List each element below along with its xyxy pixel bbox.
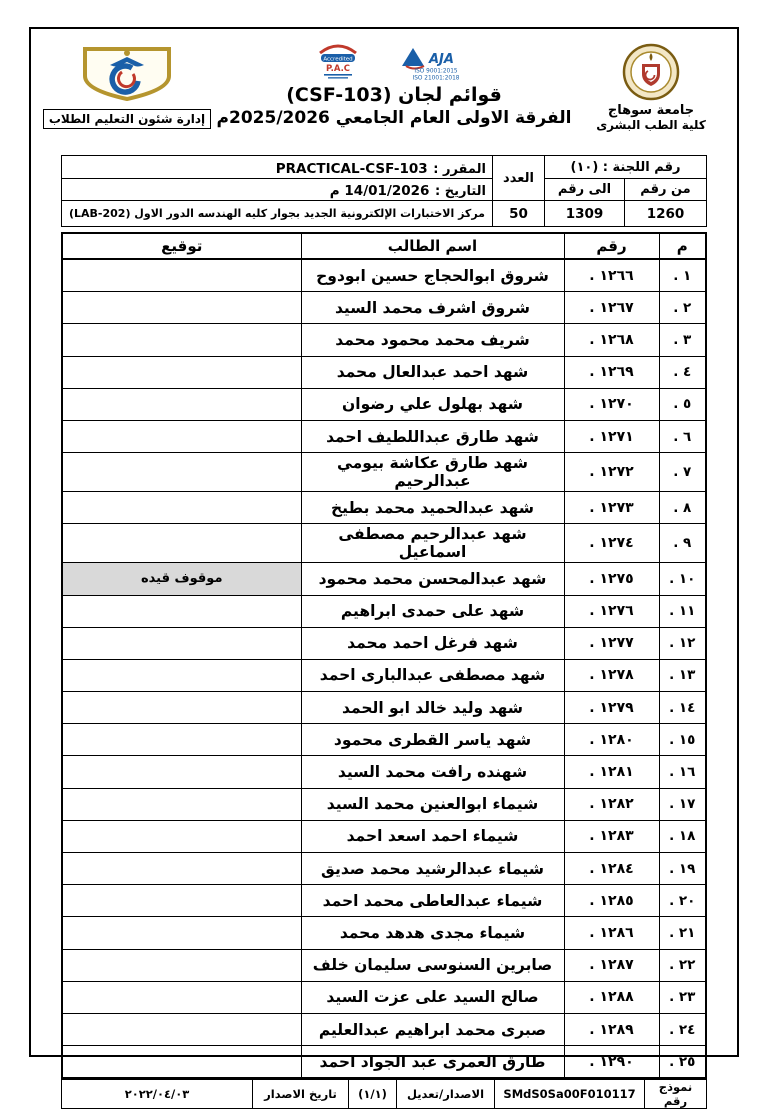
number-cell: ١٢٧٢ .: [564, 453, 659, 492]
course-value: PRACTICAL-CSF-103: [275, 160, 428, 177]
name-cell: شيماء عبدالرشيد محمد صديق: [301, 853, 564, 885]
signature-cell: [62, 1046, 301, 1079]
serial-cell: ٢٥ .: [659, 1046, 706, 1079]
serial-cell: ٩ .: [659, 524, 706, 563]
name-cell: شهد طارق عبداللطيف احمد: [301, 420, 564, 452]
students-header-row: [62, 233, 706, 259]
issue-date-value: ٢٠٢٢/٠٤/٠٣: [62, 1080, 253, 1109]
form-footer: [61, 1079, 707, 1109]
signature-cell: [62, 788, 301, 820]
serial-cell: ٢٢ .: [659, 949, 706, 981]
number-cell: ١٢٧٤ .: [564, 524, 659, 563]
signature-cell: [62, 420, 301, 452]
signature-cell: [62, 981, 301, 1013]
admin-caption: إدارة شئون التعليم الطلاب: [43, 109, 211, 129]
count-value: 50: [492, 201, 544, 227]
signature-cell: [62, 949, 301, 981]
form-number-code: SMdS0Sa00F010117: [495, 1080, 645, 1109]
number-cell: ١٢٦٨ .: [564, 324, 659, 356]
name-cell: شهد عبدالحميد محمد بطيخ: [301, 492, 564, 524]
table-row: [62, 788, 706, 820]
signature-cell: [62, 820, 301, 852]
signature-cell: [62, 324, 301, 356]
number-cell: ١٢٧٣ .: [564, 492, 659, 524]
serial-cell: ١٦ .: [659, 756, 706, 788]
table-row: [62, 356, 706, 388]
name-cell: شيماء مجدى هدهد محمد: [301, 917, 564, 949]
name-cell: شيماء ابوالعنين محمد السيد: [301, 788, 564, 820]
signature-cell: [62, 595, 301, 627]
number-cell: ١٢٧٨ .: [564, 659, 659, 691]
serial-cell: ٢١ .: [659, 917, 706, 949]
number-cell: ١٢٨١ .: [564, 756, 659, 788]
serial-cell: ٢ .: [659, 292, 706, 324]
name-cell: شروق اشرف محمد السيد: [301, 292, 564, 324]
signature-cell: [62, 356, 301, 388]
serial-cell: ٤ .: [659, 356, 706, 388]
serial-cell: ١ .: [659, 259, 706, 292]
serial-cell: ١٩ .: [659, 853, 706, 885]
signature-cell: [62, 453, 301, 492]
serial-cell: ١١ .: [659, 595, 706, 627]
faculty-name: كلية الطب البشرى: [596, 118, 706, 132]
name-header: اسم الطالب: [301, 233, 564, 259]
serial-cell: ١٥ .: [659, 724, 706, 756]
table-row: [62, 259, 706, 292]
issue-date-label: تاريخ الاصدار: [253, 1080, 349, 1109]
signature-cell: [62, 259, 301, 292]
serial-cell: ٢٠ .: [659, 885, 706, 917]
number-cell: ١٢٨٩ .: [564, 1013, 659, 1045]
course-cell: [62, 156, 493, 179]
table-row: [62, 724, 706, 756]
serial-cell: ١٨ .: [659, 820, 706, 852]
to-number-value: 1309: [544, 201, 624, 227]
university-name: جامعة سوهاج: [607, 103, 695, 118]
table-row: [62, 1013, 706, 1045]
serial-cell: ١٧ .: [659, 788, 706, 820]
accreditation-logos: [314, 41, 474, 81]
name-cell: شهد طارق عكاشة بيومي عبدالرحيم: [301, 453, 564, 492]
number-cell: ١٢٦٩ .: [564, 356, 659, 388]
table-row: [62, 949, 706, 981]
name-cell: صبرى محمد ابراهيم عبدالعليم: [301, 1013, 564, 1045]
exam-location: مركز الاختبارات الإلكترونية الجديد بجوار كليه الهندسه الدور الاول (LAB-202): [62, 201, 493, 227]
table-row: [62, 1046, 706, 1079]
name-cell: شريف محمد محمود محمد: [301, 324, 564, 356]
to-number-label: الى رقم: [544, 179, 624, 201]
date-cell: [62, 179, 493, 201]
table-row: [62, 324, 706, 356]
date-value: 14/01/2026 م: [329, 183, 430, 199]
page-header: [48, 37, 707, 151]
table-row: [62, 917, 706, 949]
table-row: [62, 388, 706, 420]
serial-cell: ٦ .: [659, 420, 706, 452]
serial-cell: ٣ .: [659, 324, 706, 356]
table-row: [62, 885, 706, 917]
number-cell: ١٢٨٦ .: [564, 917, 659, 949]
name-cell: شهد وليد خالد ابو الحمد: [301, 692, 564, 724]
from-number-label: من رقم: [625, 179, 707, 201]
students-tbody: [62, 259, 706, 1078]
committee-info-table: [61, 155, 707, 227]
signature-cell: [62, 524, 301, 563]
aja-name-text: AJA: [429, 52, 454, 67]
name-cell: شهد على حمدى ابراهيم: [301, 595, 564, 627]
pac-name-text: P.A.C: [325, 64, 351, 74]
aja-iso2-text: ISO 21001:2018: [412, 75, 460, 81]
signature-cell: [62, 659, 301, 691]
number-cell: ١٢٨٠ .: [564, 724, 659, 756]
table-row: [62, 659, 706, 691]
signature-cell: [62, 756, 301, 788]
sohag-university-emblem: [622, 43, 680, 101]
signature-cell: [62, 492, 301, 524]
name-cell: طارق العمرى عبد الجواد احمد: [301, 1046, 564, 1079]
revision-label: الاصدار/تعديل: [397, 1080, 495, 1109]
number-cell: ١٢٦٦ .: [564, 259, 659, 292]
signature-cell: [62, 724, 301, 756]
number-cell: ١٢٨٤ .: [564, 853, 659, 885]
number-cell: ١٢٩٠ .: [564, 1046, 659, 1079]
number-cell: ١٢٨٢ .: [564, 788, 659, 820]
signature-cell: [62, 627, 301, 659]
name-cell: شروق ابوالحجاج حسين ابودوح: [301, 259, 564, 292]
serial-cell: ١٤ .: [659, 692, 706, 724]
serial-header: م: [659, 233, 706, 259]
number-cell: ١٢٧٦ .: [564, 595, 659, 627]
university-block: [595, 37, 707, 132]
number-cell: ١٢٦٧ .: [564, 292, 659, 324]
number-cell: ١٢٨٣ .: [564, 820, 659, 852]
table-row: [62, 292, 706, 324]
number-cell: ١٢٧٩ .: [564, 692, 659, 724]
name-cell: شهد عبدالرحيم مصطفى اسماعيل: [301, 524, 564, 563]
signature-cell: [62, 1013, 301, 1045]
aja-iso1-text: ISO 9001:2015: [414, 68, 458, 75]
number-cell: ١٢٨٥ .: [564, 885, 659, 917]
name-cell: شهد مصطفى عبدالبارى احمد: [301, 659, 564, 691]
count-label: العدد: [492, 156, 544, 201]
table-row: [62, 756, 706, 788]
serial-cell: ١٣ .: [659, 659, 706, 691]
number-header: رقم: [564, 233, 659, 259]
name-cell: شهد فرغل احمد محمد: [301, 627, 564, 659]
number-cell: ١٢٨٨ .: [564, 981, 659, 1013]
name-cell: صابرين السنوسى سليمان خلف: [301, 949, 564, 981]
table-row: [62, 524, 706, 563]
table-row: [62, 563, 706, 595]
aja-iso-icon: [396, 41, 474, 81]
document-title: قوائم لجان (CSF-103): [286, 84, 502, 106]
signature-cell: [62, 692, 301, 724]
serial-cell: ٢٣ .: [659, 981, 706, 1013]
table-row: [62, 420, 706, 452]
number-cell: ١٢٨٧ .: [564, 949, 659, 981]
pac-accreditation-icon: [314, 41, 362, 81]
name-cell: شيماء احمد اسعد احمد: [301, 820, 564, 852]
table-row: [62, 853, 706, 885]
serial-cell: ٧ .: [659, 453, 706, 492]
name-cell: صالح السيد على عزت السيد: [301, 981, 564, 1013]
signature-cell: [62, 388, 301, 420]
signature-cell: [62, 292, 301, 324]
date-label: التاريخ :: [435, 184, 486, 199]
document-subtitle: الفرقة الاولى العام الجامعي 2025/2026م: [216, 108, 572, 128]
serial-cell: ٥ .: [659, 388, 706, 420]
signature-cell: [62, 885, 301, 917]
header-center: [193, 37, 595, 128]
serial-cell: ١٢ .: [659, 627, 706, 659]
table-row: [62, 595, 706, 627]
name-cell: شهد احمد عبدالعال محمد: [301, 356, 564, 388]
serial-cell: ٢٤ .: [659, 1013, 706, 1045]
serial-cell: ١٠ .: [659, 563, 706, 595]
pac-banner-text: Accredited: [323, 56, 353, 63]
table-row: [62, 627, 706, 659]
table-row: [62, 981, 706, 1013]
signature-cell: [62, 853, 301, 885]
number-cell: ١٢٧٥ .: [564, 563, 659, 595]
name-cell: شهنده رافت محمد السيد: [301, 756, 564, 788]
table-row: [62, 453, 706, 492]
course-label: المقرر :: [433, 161, 486, 177]
number-cell: ١٢٧١ .: [564, 420, 659, 452]
admin-block: [48, 37, 206, 129]
form-number-label: نموذج رقم: [645, 1080, 707, 1109]
number-cell: ١٢٧٧ .: [564, 627, 659, 659]
document-page: [29, 27, 739, 1109]
name-cell: شهد عبدالمحسن محمد محمود: [301, 563, 564, 595]
revision-value: (١/١): [349, 1080, 397, 1109]
number-cell: ١٢٧٠ .: [564, 388, 659, 420]
name-cell: شيماء عبدالعاطى محمد احمد: [301, 885, 564, 917]
signature-cell: موقوف قيده: [62, 563, 301, 595]
student-affairs-emblem: [78, 45, 176, 103]
name-cell: شهد ياسر القطرى محمود: [301, 724, 564, 756]
signature-header: توقيع: [62, 233, 301, 259]
name-cell: شهد بهلول علي رضوان: [301, 388, 564, 420]
serial-cell: ٨ .: [659, 492, 706, 524]
table-row: [62, 820, 706, 852]
table-row: [62, 492, 706, 524]
students-table: [61, 232, 707, 1079]
from-number-value: 1260: [625, 201, 707, 227]
signature-cell: [62, 917, 301, 949]
committee-number-label: رقم اللجنة : (١٠): [544, 156, 706, 179]
table-row: [62, 692, 706, 724]
